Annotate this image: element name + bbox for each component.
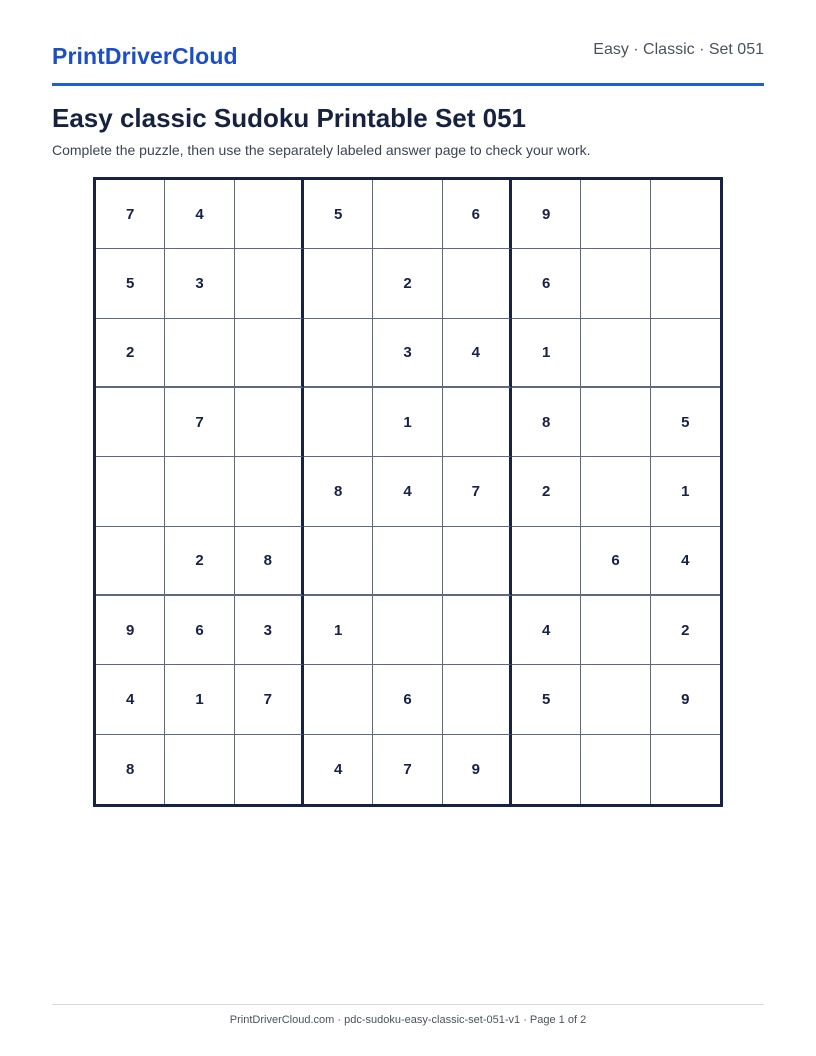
sudoku-cell <box>235 388 304 457</box>
sudoku-cell: 4 <box>373 457 442 526</box>
sudoku-cell <box>443 527 512 596</box>
sudoku-cell <box>581 388 650 457</box>
sudoku-cell: 2 <box>96 319 165 388</box>
sudoku-cell <box>304 388 373 457</box>
sudoku-cell <box>651 249 720 318</box>
sudoku-cell: 3 <box>235 596 304 665</box>
sudoku-cell: 1 <box>651 457 720 526</box>
sudoku-cell <box>165 457 234 526</box>
sudoku-cell: 5 <box>651 388 720 457</box>
sudoku-cell <box>651 319 720 388</box>
sudoku-cell <box>581 249 650 318</box>
sudoku-cell: 9 <box>96 596 165 665</box>
sudoku-grid <box>93 177 723 807</box>
sudoku-cell <box>651 180 720 249</box>
sudoku-cell <box>512 527 581 596</box>
sudoku-cell <box>96 388 165 457</box>
sudoku-cell <box>443 596 512 665</box>
sudoku-cell: 4 <box>165 180 234 249</box>
sudoku-cell: 1 <box>165 665 234 734</box>
sudoku-cell: 2 <box>373 249 442 318</box>
sudoku-cell: 8 <box>512 388 581 457</box>
sudoku-cell: 5 <box>304 180 373 249</box>
sudoku-cell <box>651 735 720 804</box>
sudoku-cell <box>373 180 442 249</box>
sudoku-cell: 2 <box>165 527 234 596</box>
sudoku-cell <box>443 249 512 318</box>
sudoku-cell <box>165 735 234 804</box>
page-title: Easy classic Sudoku Printable Set 051 <box>52 103 527 133</box>
page-footer: PrintDriverCloud.com · pdc-sudoku-easy-classic-set-051-v1 · Page 1 of 2 <box>229 1014 587 1026</box>
sudoku-cell: 7 <box>96 180 165 249</box>
sudoku-cell: 8 <box>304 457 373 526</box>
sudoku-cell <box>96 527 165 596</box>
sudoku-cell: 6 <box>373 665 442 734</box>
sudoku-cell: 1 <box>373 388 442 457</box>
footer-divider <box>52 1004 764 1005</box>
sudoku-cell: 3 <box>373 319 442 388</box>
sudoku-cell <box>304 665 373 734</box>
sudoku-cell: 8 <box>96 735 165 804</box>
sudoku-cell <box>235 735 304 804</box>
sudoku-cell: 5 <box>96 249 165 318</box>
sudoku-cell <box>443 388 512 457</box>
sudoku-cell: 7 <box>165 388 234 457</box>
sudoku-cell <box>235 180 304 249</box>
sudoku-cell <box>304 319 373 388</box>
sudoku-cell <box>373 527 442 596</box>
sudoku-cell: 9 <box>443 735 512 804</box>
sudoku-cell: 1 <box>304 596 373 665</box>
sudoku-cell <box>96 457 165 526</box>
sudoku-cell: 2 <box>651 596 720 665</box>
sudoku-cell: 9 <box>512 180 581 249</box>
sudoku-cell <box>581 665 650 734</box>
sudoku-cell <box>443 665 512 734</box>
sudoku-cell <box>235 319 304 388</box>
sudoku-cell: 2 <box>512 457 581 526</box>
sudoku-cell: 8 <box>235 527 304 596</box>
sudoku-cell: 4 <box>304 735 373 804</box>
sudoku-cell: 4 <box>443 319 512 388</box>
sudoku-cell: 7 <box>373 735 442 804</box>
sudoku-cell <box>581 596 650 665</box>
sudoku-cell: 6 <box>443 180 512 249</box>
sudoku-cell <box>512 735 581 804</box>
sudoku-cell: 5 <box>512 665 581 734</box>
sudoku-cell: 3 <box>165 249 234 318</box>
sudoku-cell <box>373 596 442 665</box>
sudoku-cell: 4 <box>96 665 165 734</box>
sudoku-cell <box>581 319 650 388</box>
sudoku-cell: 6 <box>165 596 234 665</box>
sudoku-cell <box>235 249 304 318</box>
sudoku-cell: 4 <box>512 596 581 665</box>
sudoku-cell <box>581 457 650 526</box>
sudoku-cell <box>581 180 650 249</box>
sudoku-cell: 7 <box>235 665 304 734</box>
puzzle-meta: Easy · Classic · Set 051 <box>593 41 764 58</box>
sudoku-cell: 9 <box>651 665 720 734</box>
sudoku-cell: 1 <box>512 319 581 388</box>
brand-logo-text: PrintDriverCloud <box>52 43 238 69</box>
sudoku-cell <box>165 319 234 388</box>
sudoku-cell: 7 <box>443 457 512 526</box>
header-divider <box>52 83 764 86</box>
page-subtitle: Complete the puzzle, then use the separately labeled answer page to check your work. <box>52 142 591 158</box>
page-header <box>52 0 764 86</box>
sudoku-cell: 6 <box>512 249 581 318</box>
sudoku-cell: 4 <box>651 527 720 596</box>
sudoku-cell <box>581 735 650 804</box>
sudoku-cell: 6 <box>581 527 650 596</box>
sudoku-cell <box>235 457 304 526</box>
sudoku-cell <box>304 527 373 596</box>
sudoku-cell <box>304 249 373 318</box>
